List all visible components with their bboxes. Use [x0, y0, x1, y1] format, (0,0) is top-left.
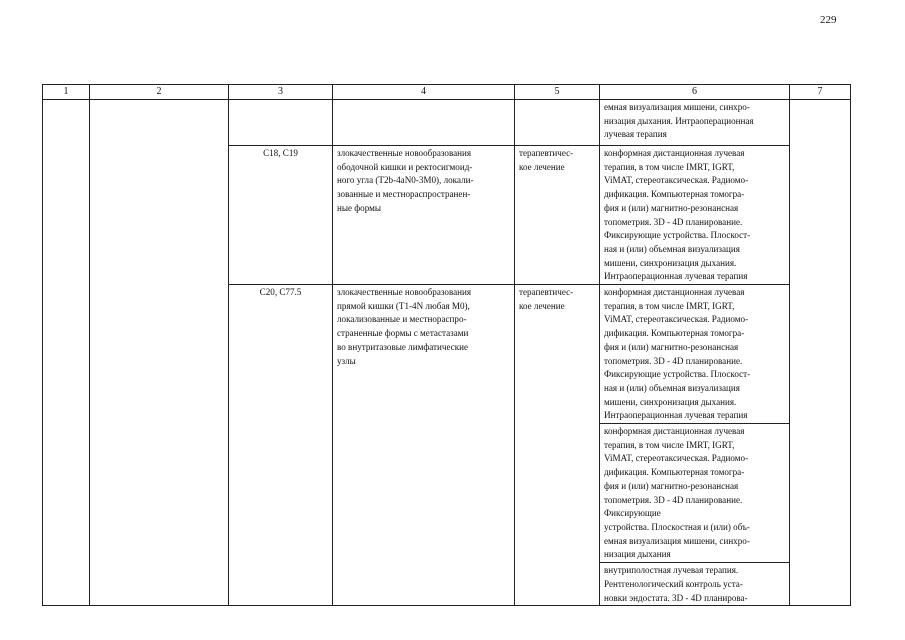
cell-col-1: [43, 100, 90, 606]
cell-method: емная визуализация мишени, синхро- низация дыхания. Интраоперационная лучевая терапия: [600, 100, 790, 146]
header-col-1: 1: [43, 85, 90, 100]
cell-method: конформная дистанционная лучевая терапия, в том числе IMRT, IGRT, ViMAT, стереотаксическая. Радиомо- дификация. Компьютерная томогра- фия и (или) магнитно-резонансная топометрия. 3D - 4D планирование. Фиксирующие устройства. Плоскостная и (или) объ- емная визуализация мишени, синхро- низация дыхания: [600, 424, 790, 563]
cell-col-4: [333, 100, 515, 146]
cell-icd-code: C20, C77.5: [229, 285, 333, 606]
header-col-7: 7: [790, 85, 851, 100]
page-number: 229: [820, 14, 837, 26]
header-col-3: 3: [229, 85, 333, 100]
cell-treatment-type: терапевтичес- кое лечение: [515, 146, 600, 285]
cell-diagnosis: злокачественные новообразования прямой кишки (T1-4N любая M0), локализованные и местнораспро- страненные формы с метастазами во внутритазовые лимфатические узлы: [333, 285, 515, 606]
cell-method: конформная дистанционная лучевая терапия, в том числе IMRT, IGRT, ViMAT, стереотаксическая. Радиомо- дификация. Компьютерная томогра- фия и (или) магнитно-резонансная топометрия. 3D - 4D планирование. Фиксирующие устройства. Плоскост- ная и (или) объемная визуализация мишени, синхронизация дыхания. Интраоперационная лучевая терапия: [600, 285, 790, 424]
cell-col-2: [90, 100, 229, 606]
cell-method: внутриполостная лучевая терапия. Рентгенологический контроль уста- новки эндостата. 3D - 4D планирова-: [600, 563, 790, 606]
header-row: [43, 85, 851, 100]
header-col-4: 4: [333, 85, 515, 100]
cell-col-3: [229, 100, 333, 146]
cell-col-7: [790, 100, 851, 606]
cell-diagnosis: злокачественные новообразования ободочной кишки и ректосигмоид- ного угла (T2b-4aN0-3M0), локали- зованные и местнораспространен- ные формы: [333, 146, 515, 285]
header-col-5: 5: [515, 85, 600, 100]
cell-icd-code: C18, C19: [229, 146, 333, 285]
header-col-2: 2: [90, 85, 229, 100]
cell-method: конформная дистанционная лучевая терапия, в том числе IMRT, IGRT, ViMAT, стереотаксическая. Радиомо- дификация. Компьютерная томогра- фия и (или) магнитно-резонансная топометрия. 3D - 4D планирование. Фиксирующие устройства. Плоскост- ная и (или) объемная визуализация мишени, синхронизация дыхания. Интраоперационная лучевая терапия: [600, 146, 790, 285]
cell-treatment-type: терапевтичес- кое лечение: [515, 285, 600, 606]
treatment-table: [42, 84, 851, 606]
table-row: [43, 100, 851, 146]
cell-col-5: [515, 100, 600, 146]
header-col-6: 6: [600, 85, 790, 100]
